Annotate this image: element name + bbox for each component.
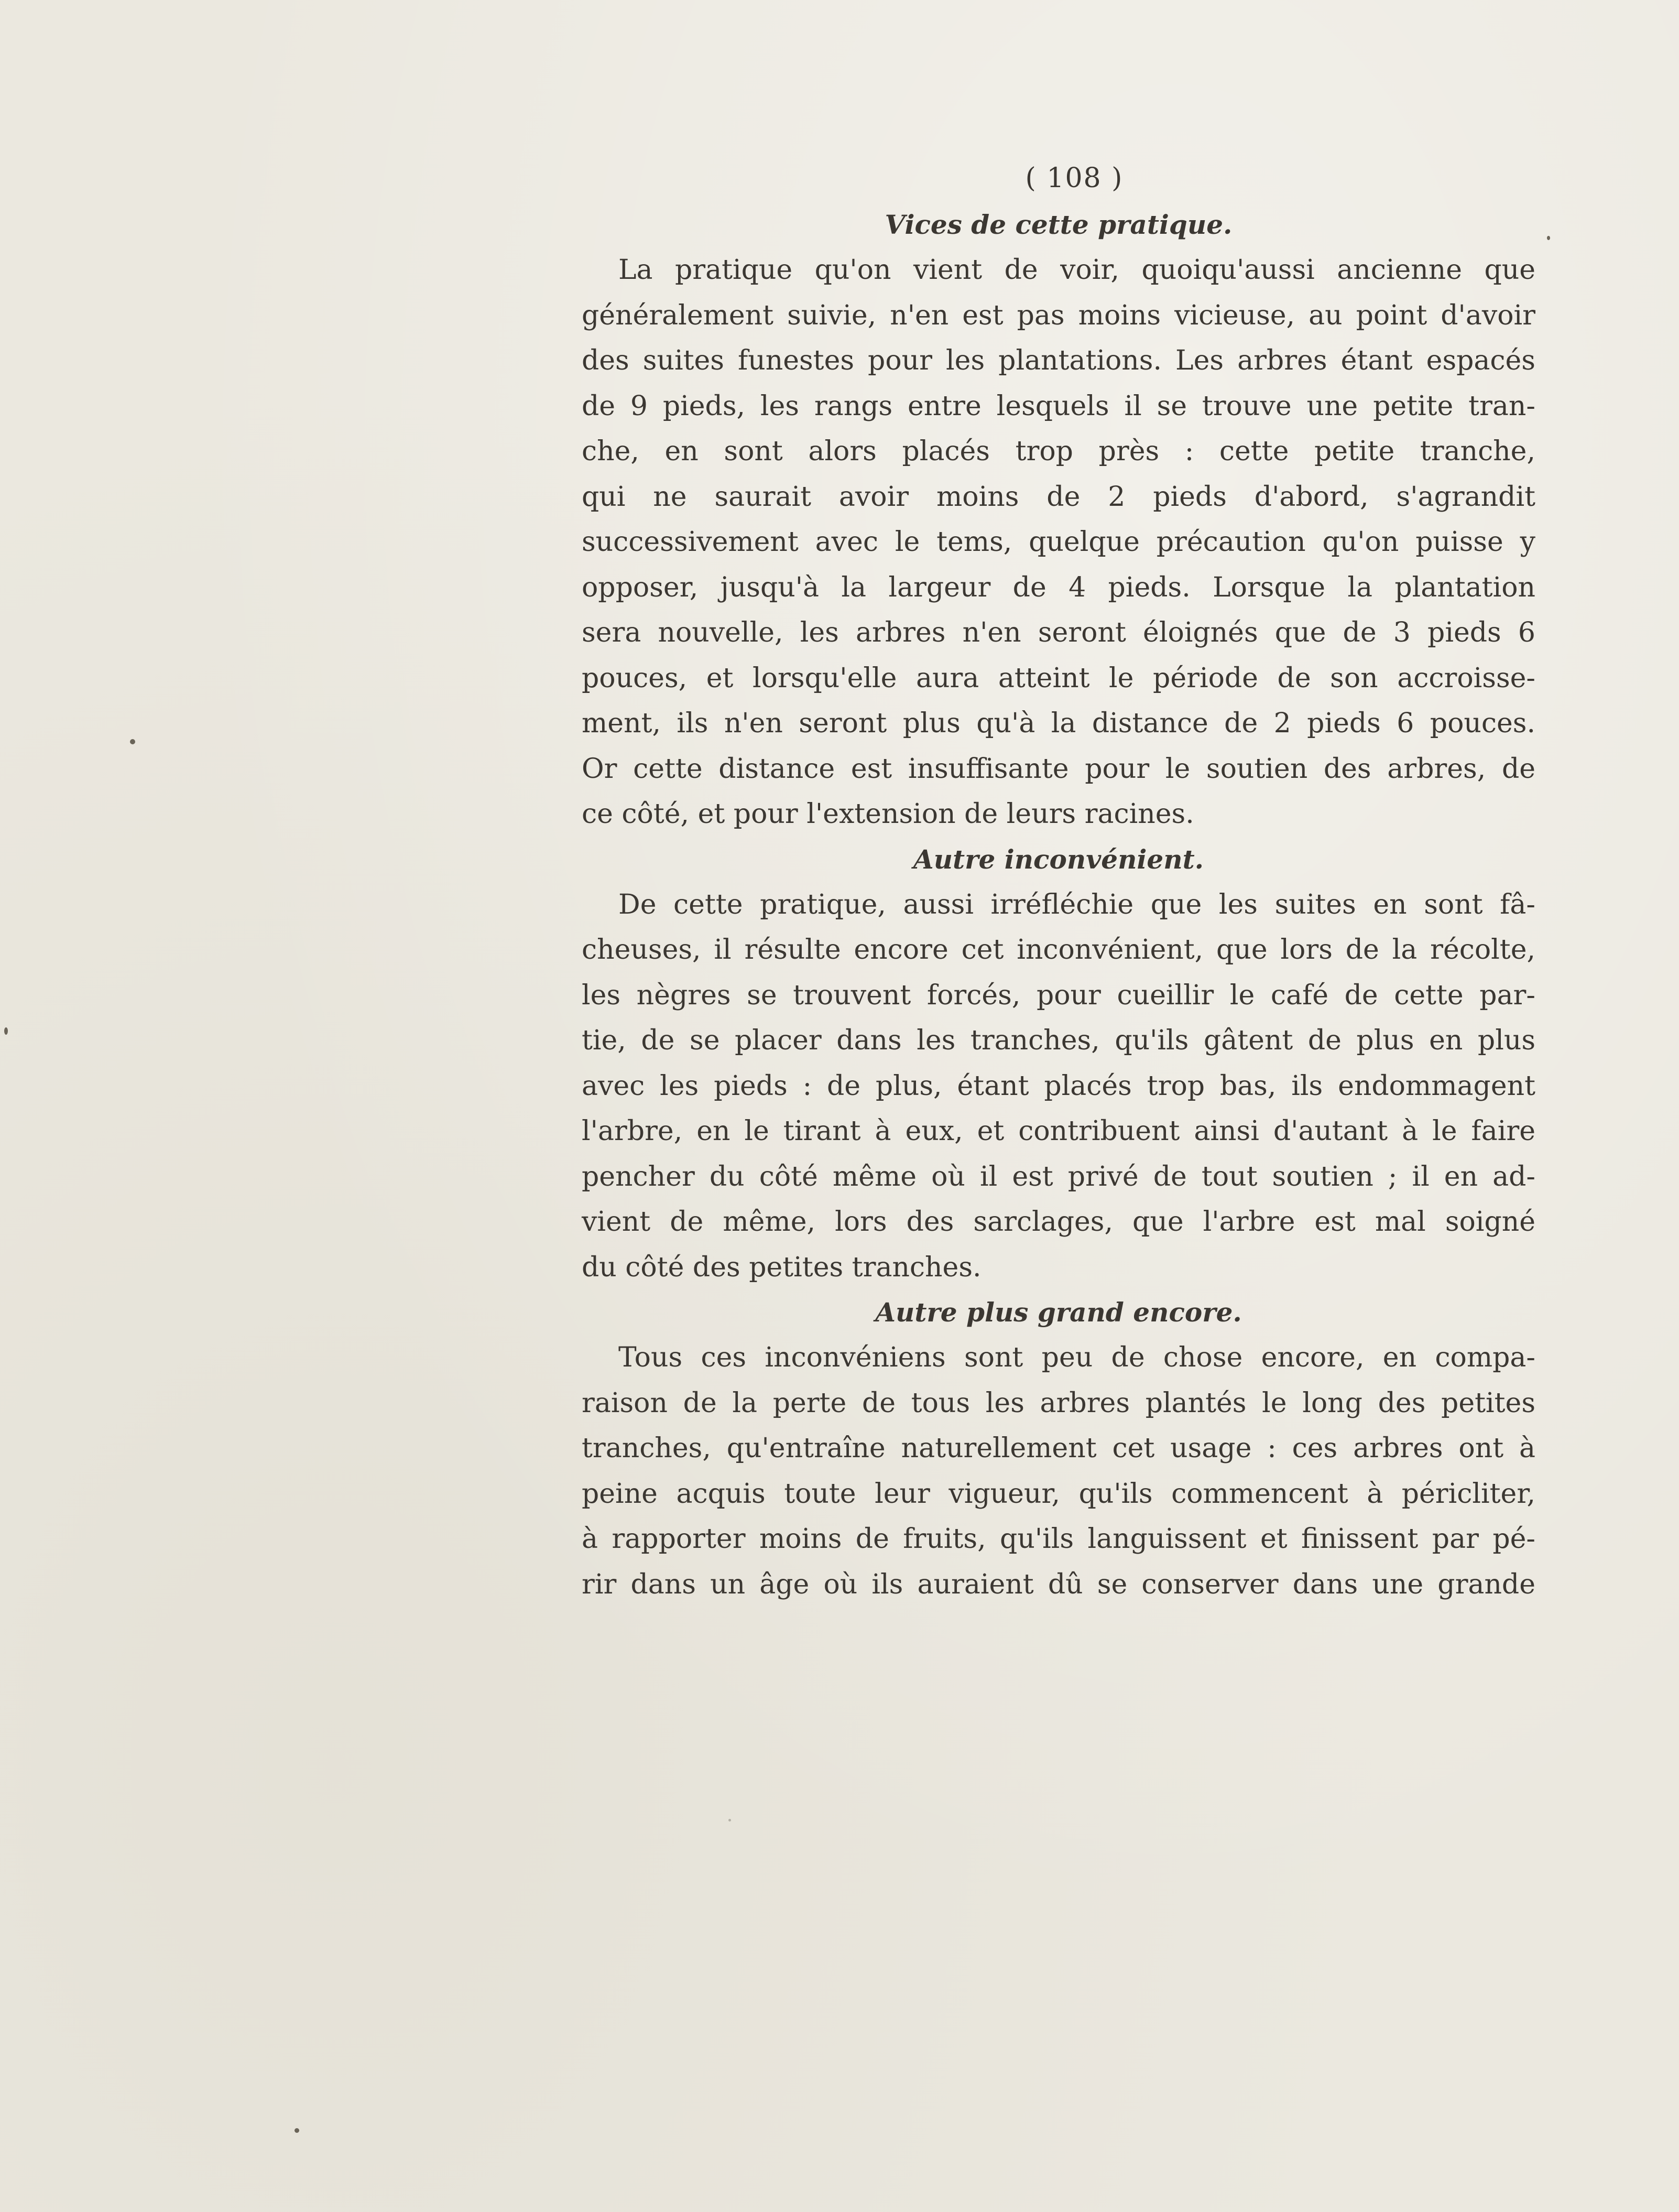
text-line: De cette pratique, aussi irréfléchie que les suites en sont fâ-: [618, 888, 1535, 920]
text-line: tie, de se placer dans les tranches, qu'ils gâtent de plus en plus: [582, 1025, 1535, 1056]
text-line: Tous ces inconvéniens sont peu de chose encore, en compa-: [618, 1342, 1535, 1373]
text-line: pouces, et lorsqu'elle aura atteint le période de son accroisse-: [582, 662, 1535, 694]
text-line: pencher du côté même où il est privé de tout soutien ; il en ad-: [582, 1161, 1535, 1192]
text-line: opposer, jusqu'à la largeur de 4 pieds. Lorsque la plantation: [582, 571, 1535, 603]
text-line: avec les pieds : de plus, étant placés trop bas, ils endommagent: [582, 1070, 1535, 1102]
text-line: cheuses, il résulte encore cet inconvénient, que lors de la récolte,: [582, 934, 1535, 966]
text-line: raison de la perte de tous les arbres plantés le long des petites: [582, 1387, 1535, 1419]
paper-speck: [295, 2128, 299, 2133]
text-line: qui ne saurait avoir moins de 2 pieds d'abord, s'agrandit: [582, 481, 1535, 513]
text-line: l'arbre, en le tirant à eux, et contribuent ainsi d'autant à le faire: [582, 1115, 1535, 1147]
text-line: les nègres se trouvent forcés, pour cueillir le café de cette par-: [582, 979, 1535, 1011]
paragraph: [582, 1335, 1535, 1607]
text-line: rir dans un âge où ils auraient dû se conserver dans une grande: [582, 1568, 1535, 1600]
text-line: des suites funestes pour les plantations. Les arbres étant espacés: [582, 345, 1535, 376]
paragraph: [582, 882, 1535, 1291]
page-text: [582, 157, 1535, 1607]
text-line: de 9 pieds, les rangs entre lesquels il se trouve une petite tran-: [582, 390, 1535, 422]
paper-speck: [1547, 236, 1550, 240]
section-vices: [582, 202, 1535, 837]
page-number: ( 108 ): [1025, 162, 1124, 194]
text-line: du côté des petites tranches.: [582, 1251, 982, 1283]
text-line: vient de même, lors des sarclages, que l'arbre est mal soigné: [582, 1206, 1535, 1238]
section-heading: Autre plus grand encore.: [875, 1297, 1242, 1328]
section-heading: Autre inconvénient.: [913, 843, 1204, 875]
paper-speck: [4, 1027, 8, 1035]
section-heading: Vices de cette pratique.: [885, 209, 1233, 240]
paper-speck: [728, 1819, 731, 1821]
text-line: à rapporter moins de fruits, qu'ils languissent et finissent par pé-: [582, 1523, 1535, 1555]
text-line: ce côté, et pour l'extension de leurs racines.: [582, 798, 1194, 830]
text-line: Or cette distance est insuffisante pour le soutien des arbres, de: [582, 753, 1535, 785]
text-line: ment, ils n'en seront plus qu'à la distance de 2 pieds 6 pouces.: [582, 708, 1535, 739]
paragraph: [582, 247, 1535, 837]
text-line: peine acquis toute leur vigueur, qu'ils commencent à péricliter,: [582, 1478, 1535, 1510]
text-line: La pratique qu'on vient de voir, quoiqu'aussi ancienne que: [618, 254, 1535, 286]
text-line: tranches, qu'entraîne naturellement cet usage : ces arbres ont à: [582, 1433, 1535, 1464]
section-autre-plus-grand: [582, 1290, 1535, 1607]
section-autre-inconvenient: [582, 837, 1535, 1291]
text-line: che, en sont alors placés trop près : cette petite tranche,: [582, 436, 1535, 467]
text-line: successivement avec le tems, quelque précaution qu'on puisse y: [582, 526, 1535, 558]
text-line: sera nouvelle, les arbres n'en seront éloignés que de 3 pieds 6: [582, 617, 1535, 648]
text-line: généralement suivie, n'en est pas moins vicieuse, au point d'avoir: [582, 299, 1535, 331]
paper-speck: [130, 739, 135, 744]
